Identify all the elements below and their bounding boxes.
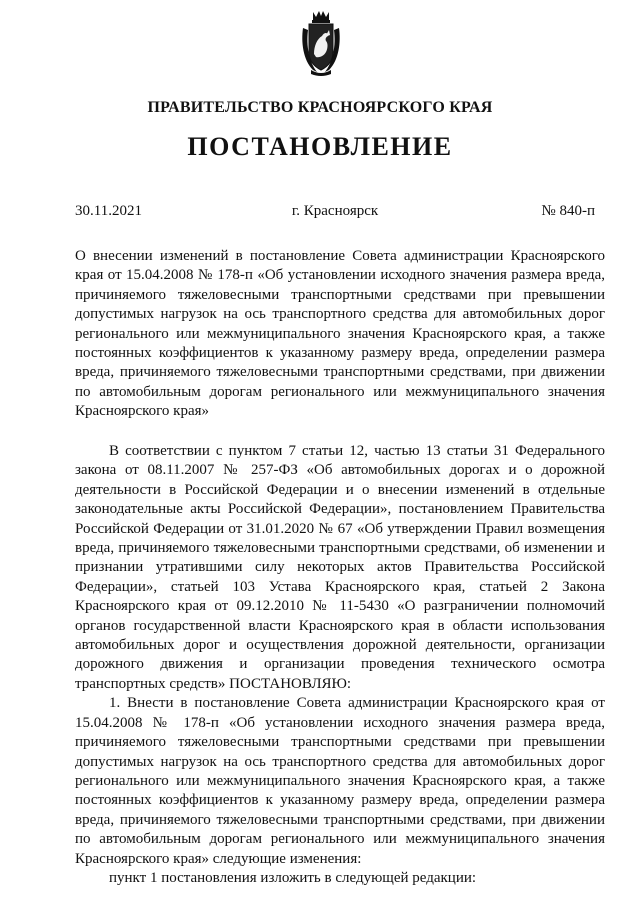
preamble-paragraph: В соответствии с пунктом 7 статьи 12, частью 13 статьи 31 Федерального закона от 08.11.2007 № 257-ФЗ «Об автомобильных дорогах и о дорожной деятельности в Российской Федерации и о внесении изменений в отдельные законодательные акты Российской Федерации», постановлением Правительства Российской Федерации от 31.01.2020 № 67 «Об утверждении Правил возмещения вреда, причиняемого тяжеловесными транспортными средствами, об изменении и признании утратившими силу некоторых актов Правительства Российской Федерации», статьей 103 Устава Красноярского края, статьей 2 Закона Красноярского края от 09.12.2010 № 11-5430 «О разграничении полномочий органов государственной власти Красноярского края в области использования автомобильных дорог и осуществления дорожной деятельности, организации дорожного движения и организации проведения технического осмотра транспортных средств» ПОСТАНОВЛЯЮ:	[75, 443, 605, 692]
document-body	[75, 442, 605, 888]
document-date: 30.11.2021	[75, 203, 142, 219]
organization-name: ПРАВИТЕЛЬСТВО КРАСНОЯРСКОГО КРАЯ	[147, 99, 493, 116]
item-1-subparagraph: пункт 1 постановления изложить в следующей редакции:	[109, 869, 477, 886]
document-city: г. Красноярск	[291, 203, 379, 219]
document-meta	[75, 203, 595, 223]
document-type: ПОСТАНОВЛЕНИЕ	[187, 132, 453, 161]
document-number: № 840-п	[541, 203, 595, 219]
document-title: О внесении изменений в постановление Совета администрации Красноярского края от 15.04.2008 № 178-п «Об установлении исходного значения размера вреда, причиняемого тяжеловесными транспортными средствами при превышении допустимых нагрузок на ось транспортного средства для автомобильных дорог регионального или межмуниципального значения Красноярского края, а также постоянных коэффициентов к указанному размеру вреда, определении размера вреда, причиняемого тяжеловесными транспортными средствами, при движении по автомобильным дорогам регионального или межмуниципального значения Красноярского края»	[75, 248, 605, 420]
coat-of-arms-icon	[299, 8, 343, 78]
item-1-paragraph: 1. Внести в постановление Совета администрации Красноярского края от 15.04.2008 № 178-п «Об установлении исходного значения размера вреда, причиняемого тяжеловесными транспортными средствами при превышении допустимых нагрузок на ось транспортного средства для автомобильных дорог регионального или межмуниципального значения Красноярского края, а также постоянных коэффициентов к указанному размеру вреда, определении размера вреда, причиняемого тяжеловесными транспортными средствами, при движении по автомобильным дорогам регионального или межмуниципального значения Красноярского края» следующие изменения:	[75, 695, 605, 867]
